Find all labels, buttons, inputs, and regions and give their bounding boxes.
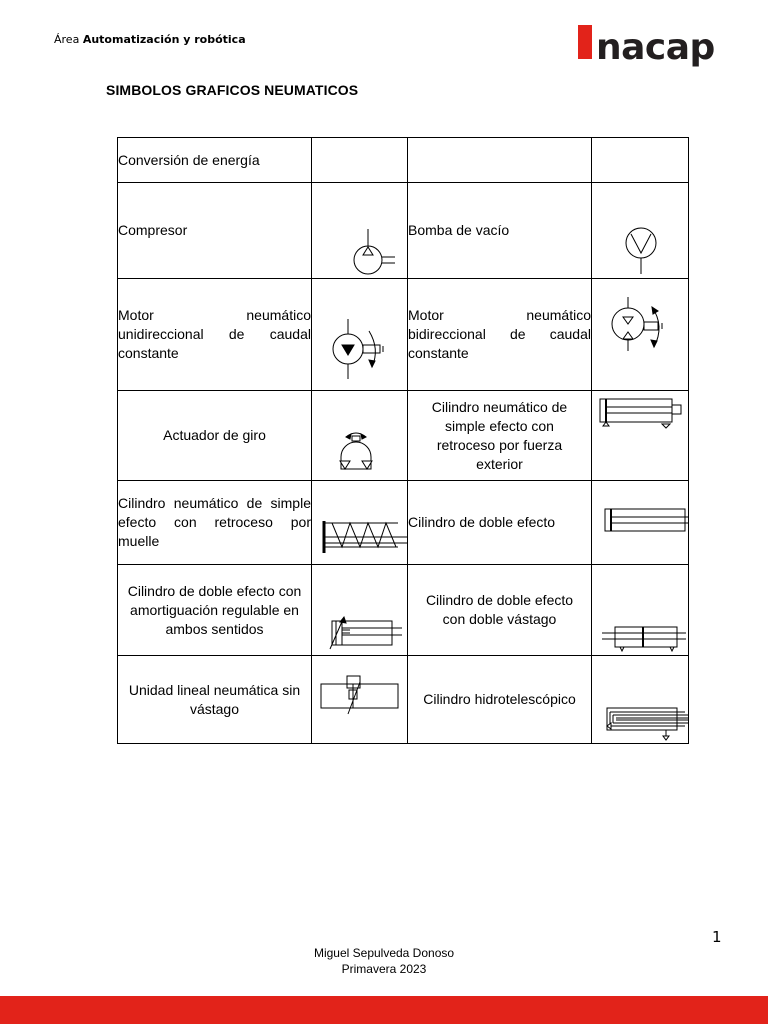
rodless-linear-unit-symbol-icon: [312, 656, 408, 744]
pneumatic-symbols-table: [117, 137, 689, 744]
bidirectional-motor-cell: [592, 279, 689, 391]
single-acting-external-return-cylinder-symbol-icon: [592, 391, 689, 481]
symbol-cell-empty: [592, 138, 689, 183]
area-prefix: Área: [54, 33, 80, 46]
double-rod-cylinder-cell: [592, 565, 689, 656]
table-row: [118, 183, 689, 279]
telescopic-cylinder-symbol-icon: [592, 656, 689, 744]
symbol-label: Cilindro de doble efecto: [408, 481, 592, 565]
footer-author: Miguel Sepulveda Donoso: [313, 946, 455, 960]
footer-red-bar: [0, 996, 768, 1024]
vacuum-pump-cell: [592, 183, 689, 279]
table-row: [118, 279, 689, 391]
inacap-logo: [576, 22, 752, 74]
cushioned-cylinder-symbol-icon: [312, 565, 408, 656]
symbol-label: Cilindro hidrotelescópico: [408, 656, 592, 744]
compressor-cell: [312, 183, 408, 279]
unidirectional-motor-symbol-icon: [312, 279, 408, 391]
symbol-label: Cilindro de doble efecto con doble vástago: [408, 565, 592, 656]
vacuum-pump-symbol-icon: [592, 183, 689, 279]
table-row: [118, 481, 689, 565]
single-acting-external-return-cell: [592, 391, 689, 481]
rodless-linear-unit-cell: [312, 656, 408, 744]
spring-return-cylinder-cell: [312, 481, 408, 565]
area-header: [54, 33, 246, 46]
unidirectional-motor-cell: [312, 279, 408, 391]
table-row: [118, 138, 689, 183]
double-acting-cylinder-symbol-icon: [592, 481, 689, 565]
footer-term: Primavera 2023: [341, 962, 427, 976]
symbol-label: Cilindro neumático de simple efecto con retroceso por muelle: [118, 481, 312, 565]
cushioned-cylinder-cell: [312, 565, 408, 656]
page-number: 1: [712, 928, 722, 946]
compressor-symbol-icon: [312, 183, 408, 279]
spring-return-cylinder-symbol-icon: [312, 481, 408, 565]
table-row: [118, 565, 689, 656]
logo-text: nacap: [596, 27, 715, 68]
bidirectional-motor-symbol-icon: [592, 279, 689, 391]
symbol-cell-empty: [312, 138, 408, 183]
area-name: Automatización y robótica: [82, 33, 246, 46]
double-acting-cylinder-cell: [592, 481, 689, 565]
footer: [0, 945, 768, 977]
symbol-label: Motor neumático unidireccional de caudal constante: [118, 279, 312, 391]
telescopic-cylinder-cell: [592, 656, 689, 744]
symbol-label: Unidad lineal neumática sin vástago: [118, 656, 312, 744]
rotary-actuator-cell: [312, 391, 408, 481]
symbol-label: Cilindro neumático de simple efecto con retroceso por fuerza exterior: [408, 391, 592, 481]
symbol-label: Conversión de energía: [118, 138, 312, 183]
document-title: SIMBOLOS GRAFICOS NEUMATICOS: [106, 82, 359, 98]
symbol-label: [408, 138, 592, 183]
table-row: [118, 656, 689, 744]
double-rod-cylinder-symbol-icon: [592, 565, 689, 656]
symbol-label: Compresor: [118, 183, 312, 279]
symbol-label: Actuador de giro: [118, 391, 312, 481]
symbol-label: Motor neumático bidireccional de caudal constante: [408, 279, 592, 391]
symbol-label: Bomba de vacío: [408, 183, 592, 279]
symbol-label: Cilindro de doble efecto con amortiguación regulable en ambos sentidos: [118, 565, 312, 656]
table-row: [118, 391, 689, 481]
rotary-actuator-symbol-icon: [312, 391, 408, 481]
